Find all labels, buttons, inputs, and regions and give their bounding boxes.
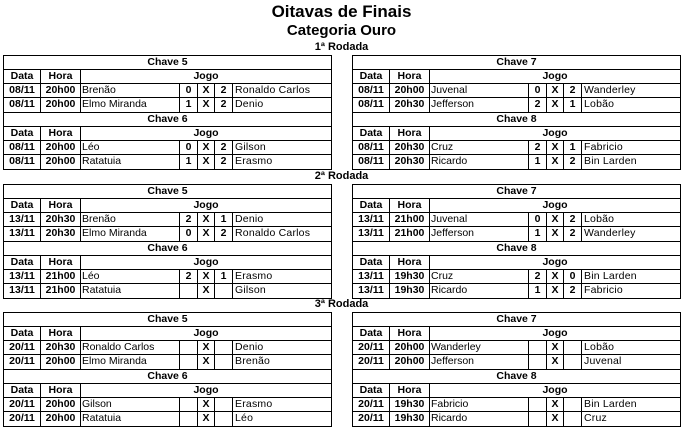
game-time: 19h30: [390, 270, 430, 283]
versus-mark: X: [547, 270, 564, 283]
home-score: 1: [180, 98, 198, 112]
header-jogo: Jogo: [542, 70, 568, 82]
versus-mark: X: [198, 270, 215, 283]
header-jogo: Jogo: [542, 199, 568, 211]
group-table: [352, 369, 681, 427]
away-score: 2: [215, 155, 233, 169]
group-title: Chave 7: [353, 56, 680, 70]
home-player: Juvenal: [430, 213, 529, 226]
group-table: [3, 312, 332, 370]
game-time: 20h30: [390, 98, 430, 112]
home-score: 2: [529, 141, 547, 154]
group-title: Chave 5: [4, 185, 331, 199]
game-time: 19h30: [390, 412, 430, 426]
game-date: 13/11: [353, 227, 390, 241]
versus-mark: X: [547, 213, 564, 226]
home-score: [529, 341, 547, 354]
table-header: [353, 384, 680, 398]
home-score: [180, 341, 198, 354]
away-player: Fabricio: [584, 284, 623, 296]
table-row: [353, 141, 680, 155]
versus-mark: X: [547, 155, 564, 169]
home-player: Ricardo: [430, 284, 529, 298]
versus-mark: X: [547, 355, 564, 369]
home-score: 1: [529, 227, 547, 241]
away-score: [564, 412, 582, 426]
header-jogo: Jogo: [193, 199, 219, 211]
versus-mark: X: [547, 84, 564, 97]
game-date: 08/11: [4, 84, 41, 97]
away-score: [564, 398, 582, 411]
header-jogo: Jogo: [193, 70, 219, 82]
home-player: Jefferson: [430, 227, 529, 241]
group-table: [3, 369, 332, 427]
table-row: [353, 398, 680, 412]
table-row: [4, 270, 331, 284]
versus-mark: X: [547, 284, 564, 298]
game-date: 20/11: [353, 412, 390, 426]
home-player: Léo: [81, 270, 180, 283]
home-player: Fabricio: [430, 398, 529, 411]
versus-mark: X: [198, 355, 215, 369]
versus-mark: X: [547, 227, 564, 241]
table-row: [4, 155, 331, 169]
home-score: 1: [529, 155, 547, 169]
header-data: Data: [4, 256, 41, 269]
away-score: 2: [564, 84, 582, 97]
header-hora: Hora: [41, 70, 81, 83]
versus-mark: X: [547, 98, 564, 112]
table-header: [4, 127, 331, 141]
game-time: 21h00: [390, 227, 430, 241]
away-player: Lobão: [584, 213, 615, 225]
group-table: [3, 184, 332, 242]
away-score: [215, 341, 233, 354]
versus-mark: X: [547, 412, 564, 426]
home-player: Brenão: [81, 84, 180, 97]
group-title: Chave 8: [353, 113, 680, 127]
home-score: 0: [529, 84, 547, 97]
game-date: 08/11: [4, 98, 41, 112]
round-label: 1ª Rodada: [314, 41, 369, 53]
round-label: 2ª Rodada: [314, 170, 369, 182]
away-player: Denio: [235, 213, 264, 225]
game-time: 20h30: [390, 155, 430, 169]
header-data: Data: [353, 327, 390, 340]
home-score: [180, 284, 198, 298]
away-score: 1: [564, 98, 582, 112]
home-score: 2: [529, 270, 547, 283]
table-row: [353, 412, 680, 426]
group-title: Chave 5: [4, 56, 331, 70]
group-title: Chave 6: [4, 242, 331, 256]
game-time: 21h00: [41, 270, 81, 283]
table-row: [4, 98, 331, 112]
away-player: Juvenal: [584, 355, 622, 367]
home-score: [180, 398, 198, 411]
header-hora: Hora: [390, 70, 430, 83]
table-row: [353, 284, 680, 298]
page-title: Oitavas de Finais: [271, 2, 412, 21]
table-row: [4, 412, 331, 426]
away-player: Fabricio: [584, 141, 623, 153]
versus-mark: X: [198, 341, 215, 354]
group-title: Chave 6: [4, 370, 331, 384]
game-date: 20/11: [4, 341, 41, 354]
header-hora: Hora: [41, 384, 81, 397]
group-table: [352, 241, 681, 299]
away-player: Wanderley: [584, 84, 636, 96]
home-score: [529, 398, 547, 411]
game-time: 19h30: [390, 398, 430, 411]
table-row: [4, 398, 331, 412]
home-player: Elmo Miranda: [81, 227, 180, 241]
game-time: 20h00: [41, 98, 81, 112]
game-time: 20h30: [390, 141, 430, 154]
home-score: 0: [180, 227, 198, 241]
home-player: Ratatuia: [81, 284, 180, 298]
versus-mark: X: [198, 398, 215, 411]
away-score: 2: [564, 213, 582, 226]
table-row: [353, 98, 680, 112]
versus-mark: X: [198, 213, 215, 226]
home-player: Ronaldo Carlos: [81, 341, 180, 354]
table-header: [353, 70, 680, 84]
header-hora: Hora: [41, 256, 81, 269]
header-data: Data: [4, 384, 41, 397]
group-table: [352, 312, 681, 370]
home-score: [529, 355, 547, 369]
away-score: 1: [564, 141, 582, 154]
game-time: 20h30: [41, 227, 81, 241]
header-hora: Hora: [390, 256, 430, 269]
game-date: 13/11: [353, 213, 390, 226]
home-score: 1: [180, 155, 198, 169]
game-date: 20/11: [353, 341, 390, 354]
header-hora: Hora: [41, 199, 81, 212]
away-score: 2: [215, 98, 233, 112]
home-player: Juvenal: [430, 84, 529, 97]
table-header: [353, 327, 680, 341]
home-score: 0: [529, 213, 547, 226]
home-score: 0: [180, 141, 198, 154]
away-player: Denio: [235, 341, 264, 353]
home-player: Cruz: [430, 270, 529, 283]
home-player: Ricardo: [430, 412, 529, 426]
game-date: 20/11: [4, 398, 41, 411]
game-date: 08/11: [353, 84, 390, 97]
away-score: 0: [564, 270, 582, 283]
table-row: [4, 141, 331, 155]
away-player: Wanderley: [584, 227, 636, 239]
home-player: Elmo Miranda: [81, 355, 180, 369]
group-title: Chave 6: [4, 113, 331, 127]
table-row: [4, 84, 331, 98]
home-score: 2: [180, 213, 198, 226]
game-time: 20h00: [41, 355, 81, 369]
away-player: Bin Larden: [584, 398, 637, 410]
away-score: 2: [564, 155, 582, 169]
table-row: [4, 227, 331, 241]
table-row: [4, 355, 331, 369]
away-score: [215, 284, 233, 298]
versus-mark: X: [198, 412, 215, 426]
table-header: [4, 199, 331, 213]
header-data: Data: [353, 384, 390, 397]
versus-mark: X: [198, 284, 215, 298]
header-data: Data: [353, 199, 390, 212]
table-row: [353, 227, 680, 241]
away-score: 2: [215, 84, 233, 97]
away-player: Erasmo: [235, 270, 273, 282]
header-hora: Hora: [390, 199, 430, 212]
away-score: 2: [215, 227, 233, 241]
header-data: Data: [353, 70, 390, 83]
page-subtitle: Categoria Ouro: [286, 22, 397, 39]
versus-mark: X: [198, 98, 215, 112]
game-date: 20/11: [353, 398, 390, 411]
header-data: Data: [353, 256, 390, 269]
home-player: Cruz: [430, 141, 529, 154]
away-player: Gilson: [235, 141, 266, 153]
game-time: 19h30: [390, 284, 430, 298]
game-date: 08/11: [353, 98, 390, 112]
group-table: [3, 112, 332, 170]
away-score: 2: [564, 227, 582, 241]
game-date: 08/11: [353, 141, 390, 154]
game-time: 20h00: [390, 341, 430, 354]
home-player: Léo: [81, 141, 180, 154]
game-time: 20h30: [41, 213, 81, 226]
table-row: [353, 84, 680, 98]
header-jogo: Jogo: [193, 256, 219, 268]
table-row: [353, 213, 680, 227]
table-header: [4, 384, 331, 398]
versus-mark: X: [547, 341, 564, 354]
header-jogo: Jogo: [542, 256, 568, 268]
away-score: 1: [215, 270, 233, 283]
away-player: Bin Larden: [584, 155, 637, 167]
home-player: Gilson: [81, 398, 180, 411]
header-hora: Hora: [390, 384, 430, 397]
game-date: 13/11: [4, 227, 41, 241]
game-date: 13/11: [4, 270, 41, 283]
game-time: 21h00: [390, 213, 430, 226]
home-player: Jefferson: [430, 98, 529, 112]
header-data: Data: [4, 70, 41, 83]
header-jogo: Jogo: [193, 384, 219, 396]
away-player: Cruz: [584, 412, 607, 424]
away-player: Brenão: [235, 355, 271, 367]
home-player: Elmo Miranda: [81, 98, 180, 112]
game-date: 08/11: [4, 155, 41, 169]
home-score: 2: [180, 270, 198, 283]
group-title: Chave 5: [4, 313, 331, 327]
header-data: Data: [4, 199, 41, 212]
table-header: [4, 70, 331, 84]
table-row: [353, 155, 680, 169]
home-player: Ricardo: [430, 155, 529, 169]
game-date: 13/11: [353, 270, 390, 283]
away-player: Lobão: [584, 341, 615, 353]
game-time: 20h00: [41, 141, 81, 154]
away-score: 1: [215, 213, 233, 226]
home-player: Ratatuia: [81, 412, 180, 426]
table-row: [4, 213, 331, 227]
group-title: Chave 8: [353, 370, 680, 384]
group-table: [352, 184, 681, 242]
away-score: [215, 355, 233, 369]
game-time: 20h00: [390, 355, 430, 369]
away-player: Denio: [235, 98, 264, 110]
game-time: 21h00: [41, 284, 81, 298]
away-player: Léo: [235, 412, 254, 424]
versus-mark: X: [198, 155, 215, 169]
header-jogo: Jogo: [542, 127, 568, 139]
header-hora: Hora: [41, 327, 81, 340]
away-score: 2: [215, 141, 233, 154]
home-score: [180, 412, 198, 426]
game-time: 20h30: [41, 341, 81, 354]
table-header: [353, 199, 680, 213]
away-score: [564, 341, 582, 354]
header-jogo: Jogo: [193, 327, 219, 339]
group-title: Chave 8: [353, 242, 680, 256]
header-data: Data: [4, 327, 41, 340]
game-date: 13/11: [4, 213, 41, 226]
group-table: [3, 55, 332, 113]
header-jogo: Jogo: [542, 384, 568, 396]
game-time: 20h00: [41, 84, 81, 97]
table-header: [353, 256, 680, 270]
header-hora: Hora: [390, 327, 430, 340]
away-player: Erasmo: [235, 398, 273, 410]
table-row: [4, 284, 331, 298]
game-date: 20/11: [353, 355, 390, 369]
table-header: [4, 256, 331, 270]
away-score: [215, 398, 233, 411]
table-header: [4, 327, 331, 341]
table-row: [353, 270, 680, 284]
home-score: [529, 412, 547, 426]
game-date: 08/11: [353, 155, 390, 169]
away-player: Ronaldo Carlos: [235, 227, 311, 239]
away-score: [215, 412, 233, 426]
header-jogo: Jogo: [542, 327, 568, 339]
game-time: 20h00: [41, 412, 81, 426]
table-header: [353, 127, 680, 141]
away-player: Gilson: [235, 284, 266, 296]
away-player: Bin Larden: [584, 270, 637, 282]
header-hora: Hora: [390, 127, 430, 140]
header-hora: Hora: [41, 127, 81, 140]
table-row: [353, 355, 680, 369]
game-date: 20/11: [4, 355, 41, 369]
game-date: 08/11: [4, 141, 41, 154]
versus-mark: X: [547, 141, 564, 154]
away-score: [564, 355, 582, 369]
header-data: Data: [353, 127, 390, 140]
home-player: Wanderley: [430, 341, 529, 354]
game-date: 13/11: [353, 284, 390, 298]
away-player: Lobão: [584, 98, 615, 110]
group-title: Chave 7: [353, 185, 680, 199]
game-date: 13/11: [4, 284, 41, 298]
game-time: 20h00: [41, 398, 81, 411]
home-score: [180, 355, 198, 369]
home-score: 2: [529, 98, 547, 112]
header-data: Data: [4, 127, 41, 140]
away-score: 2: [564, 284, 582, 298]
group-table: [3, 241, 332, 299]
versus-mark: X: [547, 398, 564, 411]
versus-mark: X: [198, 141, 215, 154]
group-title: Chave 7: [353, 313, 680, 327]
game-time: 20h00: [390, 84, 430, 97]
home-player: Ratatuia: [81, 155, 180, 169]
table-row: [353, 341, 680, 355]
home-score: 1: [529, 284, 547, 298]
table-row: [4, 341, 331, 355]
versus-mark: X: [198, 227, 215, 241]
game-time: 20h00: [41, 155, 81, 169]
group-table: [352, 55, 681, 113]
home-score: 0: [180, 84, 198, 97]
header-jogo: Jogo: [193, 127, 219, 139]
group-table: [352, 112, 681, 170]
home-player: Brenão: [81, 213, 180, 226]
round-label: 3ª Rodada: [314, 298, 369, 310]
game-date: 20/11: [4, 412, 41, 426]
versus-mark: X: [198, 84, 215, 97]
away-player: Ronaldo Carlos: [235, 84, 311, 96]
away-player: Erasmo: [235, 155, 273, 167]
home-player: Jefferson: [430, 355, 529, 369]
